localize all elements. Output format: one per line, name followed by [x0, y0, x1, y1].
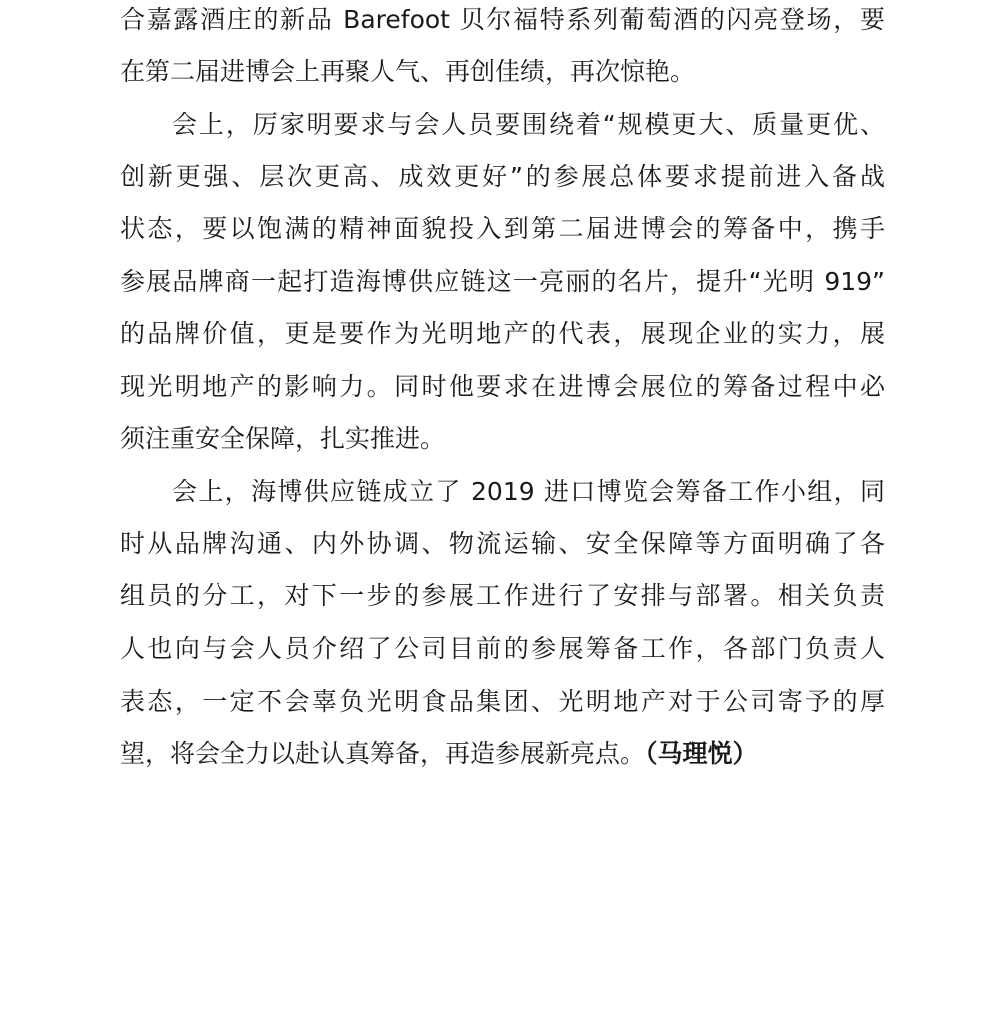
paragraph-2-line-6: 现光明地产的影响力。同时他要求在进博会展位的筹备过程中必	[120, 372, 885, 401]
paragraph-3-line-1: 会上，海博供应链成立了 2019 进口博览会筹备工作小组，同	[172, 477, 885, 506]
paragraph-3-line-6	[120, 738, 885, 770]
paragraph-3-line-3: 组员的分工，对下一步的参展工作进行了安排与部署。相关负责	[120, 581, 885, 610]
paragraph-2-line-1: 会上，厉家明要求与会人员要围绕着“规模更大、质量更优、	[172, 110, 885, 139]
paragraph-3-line-6-text: 望，将会全力以赴认真筹备，再造参展新亮点。	[120, 739, 646, 768]
paragraph-2-line-2: 创新更强、层次更高、成效更好”的参展总体要求提前进入备战	[120, 162, 885, 191]
paragraph-1-line-2: 在第二届进博会上再聚人气、再创佳绩，再次惊艳。	[120, 57, 696, 86]
paragraph-2-line-7: 须注重安全保障，扎实推进。	[120, 424, 446, 453]
paragraph-3-line-2: 时从品牌沟通、内外协调、物流运输、安全保障等方面明确了各	[120, 529, 885, 558]
paragraph-2-line-5: 的品牌价值，更是要作为光明地产的代表，展现企业的实力，展	[120, 319, 885, 348]
paragraph-2-line-4: 参展品牌商一起打造海博供应链这一亮丽的名片，提升“光明 919”	[120, 267, 885, 296]
author-byline: （马理悦）	[645, 739, 758, 768]
paragraph-2-line-3: 状态，要以饱满的精神面貌投入到第二届进博会的筹备中，携手	[120, 214, 885, 243]
paragraph-3-line-4: 人也向与会人员介绍了公司目前的参展筹备工作，各部门负责人	[120, 634, 885, 663]
paragraph-3-line-5: 表态，一定不会辜负光明食品集团、光明地产对于公司寄予的厚	[120, 687, 885, 716]
paragraph-1-line-1: 合嘉露酒庄的新品 Barefoot 贝尔福特系列葡萄酒的闪亮登场，要	[120, 5, 885, 34]
